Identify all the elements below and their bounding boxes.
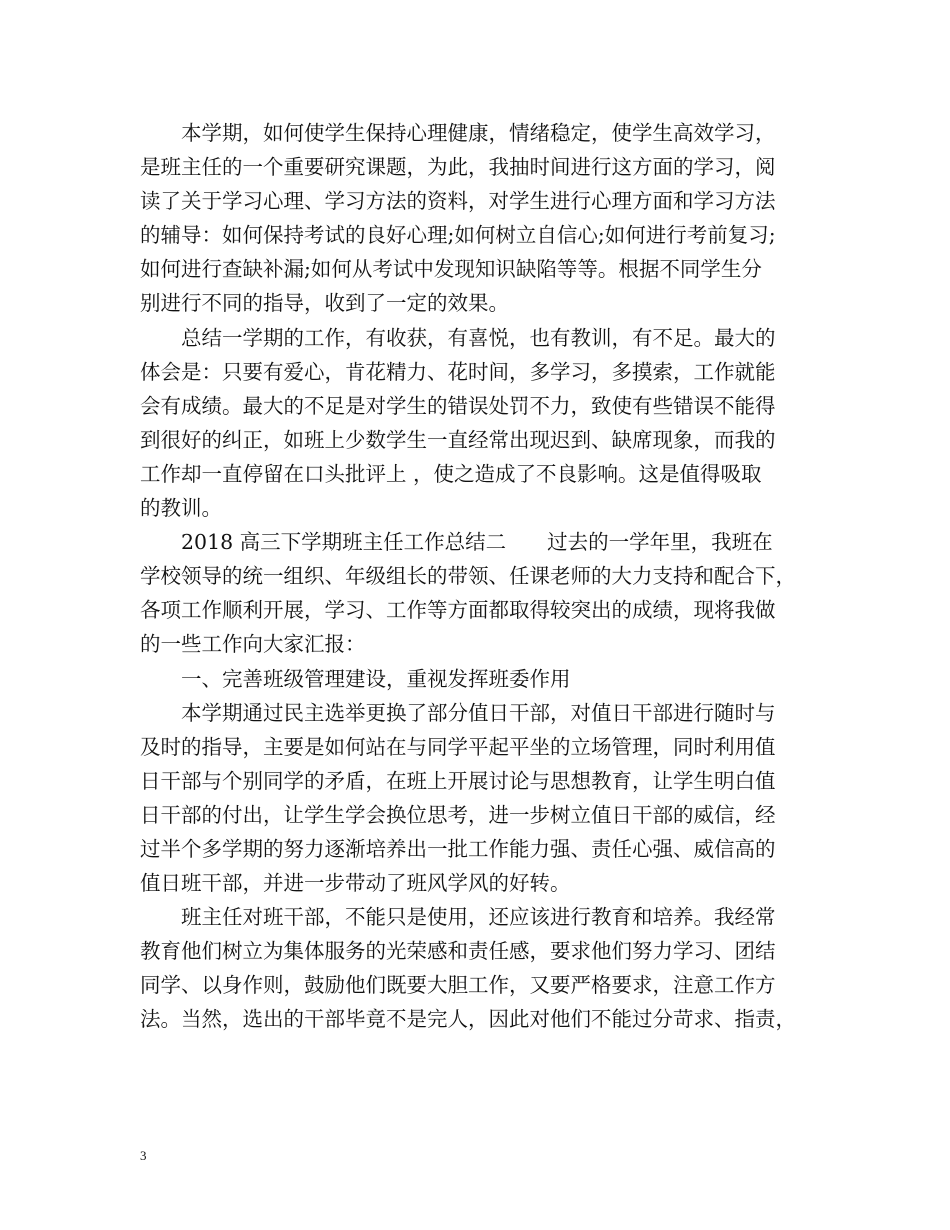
text-line: 本学期通过民主选举更换了部分值日干部，对值日干部进行随时与 [181,700,776,725]
text-line: 读了关于学习心理、学习方法的资料，对学生进行心理方面和学习方法 [140,189,776,214]
text-line: 是班主任的一个重要研究课题，为此，我抽时间进行这方面的学习，阅 [140,155,776,180]
text-line: 班主任对班干部，不能只是使用，还应该进行教育和培养。我经常 [181,905,776,930]
text-line: 日干部的付出，让学生学会换位思考，进一步树立值日干部的威信，经 [140,802,776,827]
body-text [140,116,820,1037]
text-line: 同学、以身作则，鼓励他们既要大胆工作，又要严格要求，注意工作方 [140,973,776,998]
text-line: 体会是：只要有爱心，肯花精力、花时间，多学习，多摸索，工作就能 [140,359,776,384]
text-line: 值日班干部，并进一步带动了班风学风的好转。 [140,871,571,896]
text-line: 本学期，如何使学生保持心理健康，情绪稳定，使学生高效学习， [181,121,776,145]
text-line: 过半个多学期的努力逐渐培养出一批工作能力强、责任心强、威信高的 [140,836,776,861]
text-line: 学校领导的统一组织、年级组长的带领、任课老师的大力支持和配合下， [140,564,796,589]
text-line: 2018 高三下学期班主任工作总结二 过去的一学年里，我班在 [181,530,773,555]
text-line: 如何进行查缺补漏;如何从考试中发现知识缺陷等等。根据不同学生分 [140,257,762,282]
text-line: 的辅导：如何保持考试的良好心理;如何树立自信心;如何进行考前复习; [140,223,776,248]
section-heading: 一、完善班级管理建设，重视发挥班委作用 [181,666,571,691]
text-line: 日干部与个别同学的矛盾，在班上开展讨论与思想教育，让学生明白值 [140,768,776,793]
page-number: 3 [140,1148,147,1163]
text-line: 别进行不同的指导，收到了一定的效果。 [140,291,509,316]
text-line: 及时的指导，主要是如何站在与同学平起平坐的立场管理，同时利用值 [140,734,776,759]
text-line: 总结一学期的工作，有收获，有喜悦，也有教训，有不足。最大的 [181,325,776,350]
text-line: 工作却一直停留在口头批评上 ，使之造成了不良影响。这是值得吸取 [140,461,762,486]
text-line: 到很好的纠正，如班上少数学生一直经常出现迟到、缺席现象，而我的 [140,427,776,452]
text-line: 的教训。 [140,496,222,521]
text-line: 教育他们树立为集体服务的光荣感和责任感，要求他们努力学习、团结 [140,939,776,964]
text-line: 法。当然，选出的干部毕竟不是完人，因此对他们不能过分苛求、指责， [140,1007,796,1032]
text-line: 会有成绩。最大的不足是对学生的错误处罚不力，致使有些错误不能得 [140,393,776,418]
text-line: 各项工作顺利开展，学习、工作等方面都取得较突出的成绩，现将我做 [140,598,776,623]
text-line: 的一些工作向大家汇报： [140,632,366,657]
